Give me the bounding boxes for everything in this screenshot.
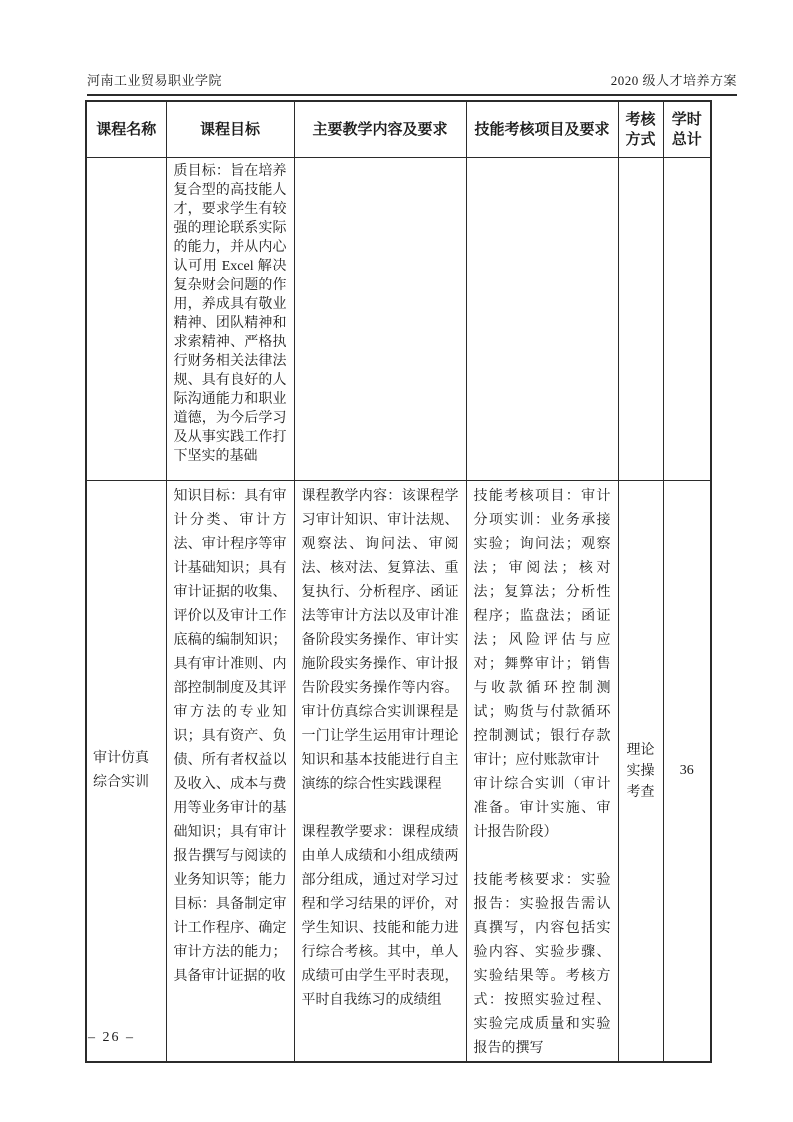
cell-course-name	[86, 481, 166, 1063]
method-line: 考查	[626, 784, 655, 800]
table-row-audit-training	[86, 481, 711, 1063]
cell-hours-empty	[663, 158, 711, 481]
col-header-skill-assessment: 技能考核项目及要求	[466, 101, 618, 158]
school-name: 河南工业贸易职业学院	[87, 73, 223, 88]
method-line: 理论	[626, 742, 655, 758]
paragraph: 技能考核要求：实验报告：实验报告需认真撰写，内容包括实验内容、实验步骤、实验结果等。考核方式：按照实验过程、实验完成质量和实验报告的撰写	[473, 873, 611, 1056]
cell-assessment-empty	[466, 158, 618, 481]
cell-course-objectives	[166, 481, 294, 1063]
table-row-continuation	[86, 158, 711, 481]
course-name-text: 审计仿真综合实训	[93, 751, 149, 790]
paragraph: 审计综合实训（审计准备。审计实施、审计报告阶段）	[473, 777, 611, 840]
table-header-row	[86, 101, 711, 158]
cell-assessment-method	[618, 481, 663, 1063]
col-header-assessment-method: 考核方式	[618, 101, 663, 158]
plan-title: 2020 级人才培养方案	[610, 73, 737, 88]
paragraph: 课程教学内容：该课程学习审计知识、审计法规、观察法、询问法、审阅法、核对法、复算法、重复执行、分析程序、函证法等审计方法以及审计准备阶段实务操作、审计实施阶段实务操作、审计报告阶段实务操作等内容。审计仿真综合实训课程是一门让学生运用审计理论知识和基本技能进行自主演练的综合性实践课程	[301, 489, 459, 792]
paragraph: 质目标：旨在培养复合型的高技能人才，要求学生有较强的理论联系实际的能力，并从内心认可用 Excel 解决复杂财会问题的作用，养成具有敬业精神、团队精神和求索精神、严格执行财务相关法律法规、具有良好的人际沟通能力和职业道德，为今后学习及从事实践工作打下坚实的基础	[173, 164, 287, 464]
col-header-course-name: 课程名称	[86, 101, 166, 158]
cell-course-objectives	[166, 158, 294, 481]
course-table	[85, 100, 712, 1063]
paragraph: 技能考核项目：审计分项实训：业务承接实验；询问法；观察法；审阅法；核对法；复算法；分析性程序；监盘法；函证法；风险评估与应对；舞弊审计；销售与收款循环控制测试；购货与付款循环控制测试；银行存款审计；应付账款审计	[473, 489, 611, 768]
paragraph: 课程教学要求：课程成绩由单人成绩和小组成绩两部分组成，通过对学习过程和学习结果的评价，对学生知识、技能和能力进行综合考核。其中，单人成绩可由学生平时表现，平时自我练习的成绩组	[301, 825, 459, 1008]
cell-teaching-empty	[294, 158, 466, 481]
col-header-teaching-content: 主要教学内容及要求	[294, 101, 466, 158]
page-header	[87, 70, 737, 96]
method-line: 实操	[626, 763, 655, 779]
cell-method-empty	[618, 158, 663, 481]
paragraph: 知识目标：具有审计分类、审计方法、审计程序等审计基础知识；具有审计证据的收集、评价以及审计工作底稿的编制知识；具有审计准则、内部控制制度及其评审方法的专业知识；具有资产、负债、所有者权益以及收入、成本与费用等业务审计的基础知识；具有审计报告撰写与阅读的业务知识等；能力目标：具备制定审计工作程序、确定审计方法的能力；具备审计证据的收	[173, 489, 287, 984]
page-number: – 26 –	[88, 1030, 135, 1045]
hours-value: 36	[679, 763, 694, 778]
col-header-course-objectives: 课程目标	[166, 101, 294, 158]
cell-total-hours	[663, 481, 711, 1063]
cell-skill-assessment	[466, 481, 618, 1063]
cell-course-name-empty	[86, 158, 166, 481]
cell-teaching-content	[294, 481, 466, 1063]
col-header-total-hours: 学时总计	[663, 101, 711, 158]
